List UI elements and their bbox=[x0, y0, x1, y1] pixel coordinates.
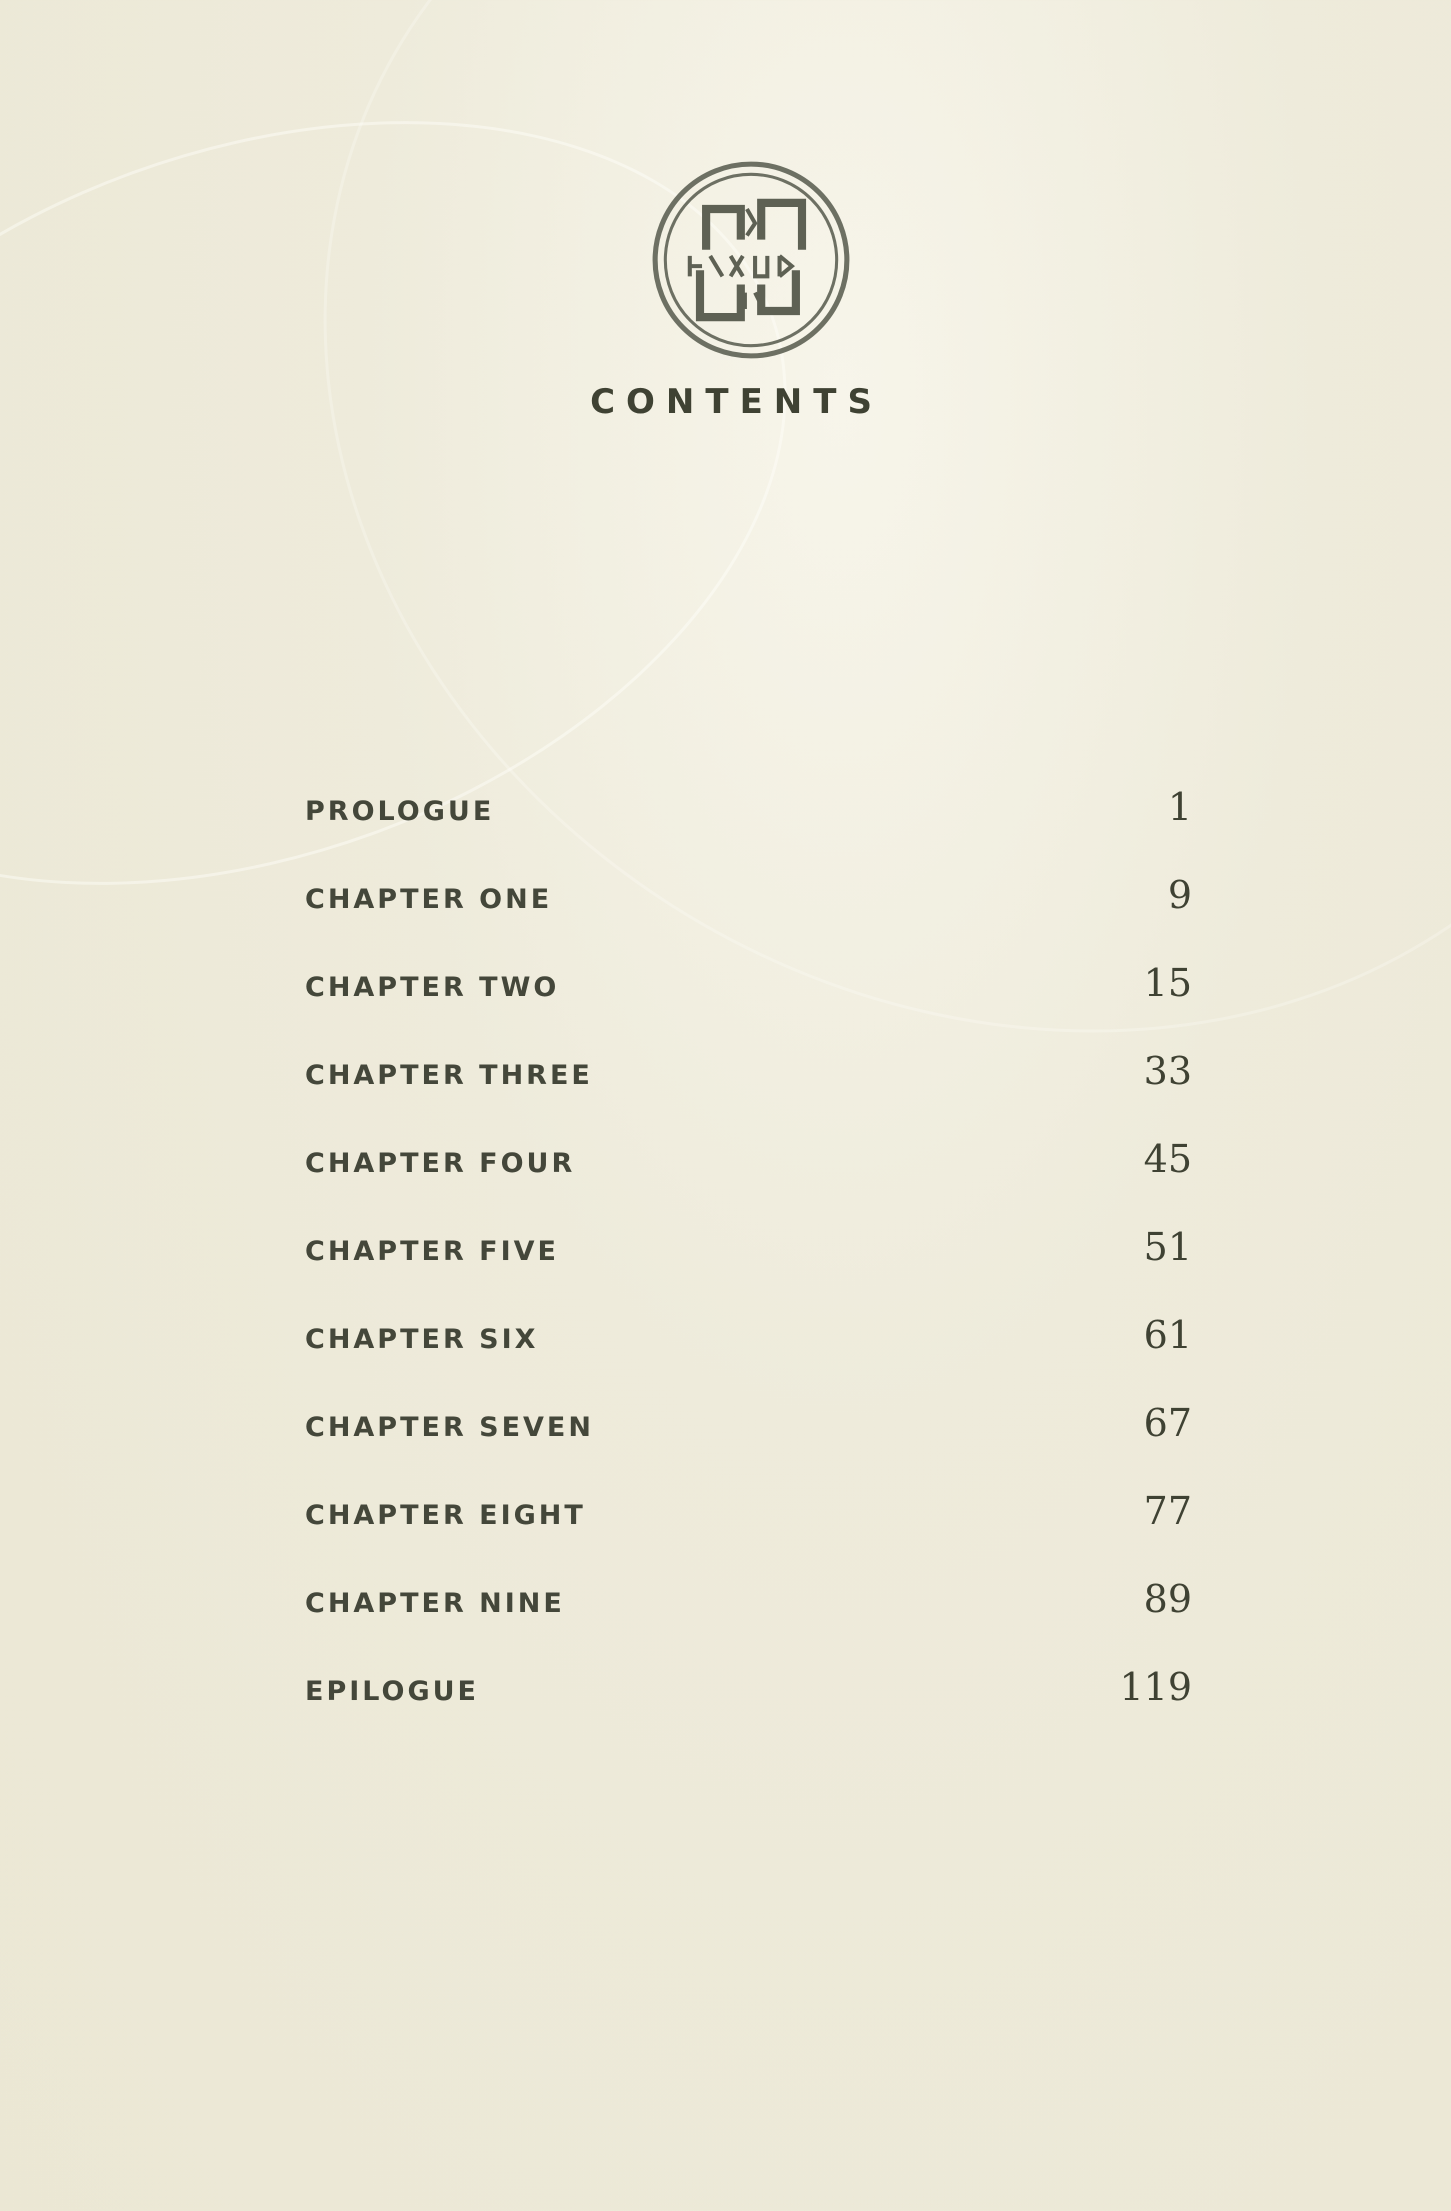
toc-entry-label: CHAPTER SEVEN bbox=[305, 1412, 594, 1443]
toc-entry-label: CHAPTER FIVE bbox=[305, 1236, 559, 1267]
runic-seal-icon bbox=[649, 158, 853, 362]
toc-entry[interactable] bbox=[305, 785, 1192, 873]
toc-entry-page: 33 bbox=[1143, 1049, 1192, 1093]
toc-entry[interactable] bbox=[305, 1401, 1192, 1489]
toc-entry-page: 77 bbox=[1143, 1489, 1192, 1533]
toc-entry[interactable] bbox=[305, 1489, 1192, 1577]
toc-entry[interactable] bbox=[305, 1577, 1192, 1665]
toc-entry-page: 89 bbox=[1143, 1577, 1192, 1621]
toc-entry-label: CHAPTER NINE bbox=[305, 1588, 565, 1619]
page-title: CONTENTS bbox=[590, 382, 883, 422]
toc-entry[interactable] bbox=[305, 1137, 1192, 1225]
toc-entry-page: 9 bbox=[1167, 873, 1192, 917]
toc-entry-label: CHAPTER THREE bbox=[305, 1060, 593, 1091]
toc-entry-label: CHAPTER EIGHT bbox=[305, 1500, 586, 1531]
toc-entry-label: CHAPTER FOUR bbox=[305, 1148, 576, 1179]
toc-entry[interactable] bbox=[305, 1225, 1192, 1313]
toc-entry-label: PROLOGUE bbox=[305, 796, 495, 827]
toc-entry-label: CHAPTER TWO bbox=[305, 972, 560, 1003]
toc-entry[interactable] bbox=[305, 1313, 1192, 1401]
toc-entry[interactable] bbox=[305, 1665, 1192, 1753]
toc-entry-page: 15 bbox=[1143, 961, 1192, 1005]
toc-entry-page: 51 bbox=[1143, 1225, 1192, 1269]
toc-entry-page: 119 bbox=[1119, 1665, 1192, 1709]
toc-entry-page: 1 bbox=[1167, 785, 1192, 829]
toc-entry-label: CHAPTER ONE bbox=[305, 884, 553, 915]
toc-entry-label: EPILOGUE bbox=[305, 1676, 480, 1707]
toc-entry-label: CHAPTER SIX bbox=[305, 1324, 539, 1355]
toc-entry[interactable] bbox=[305, 961, 1192, 1049]
toc-entry-page: 67 bbox=[1143, 1401, 1192, 1445]
table-of-contents bbox=[305, 785, 1192, 1753]
toc-entry-page: 61 bbox=[1143, 1313, 1192, 1357]
toc-entry[interactable] bbox=[305, 1049, 1192, 1137]
toc-entry[interactable] bbox=[305, 873, 1192, 961]
toc-entry-page: 45 bbox=[1143, 1137, 1192, 1181]
